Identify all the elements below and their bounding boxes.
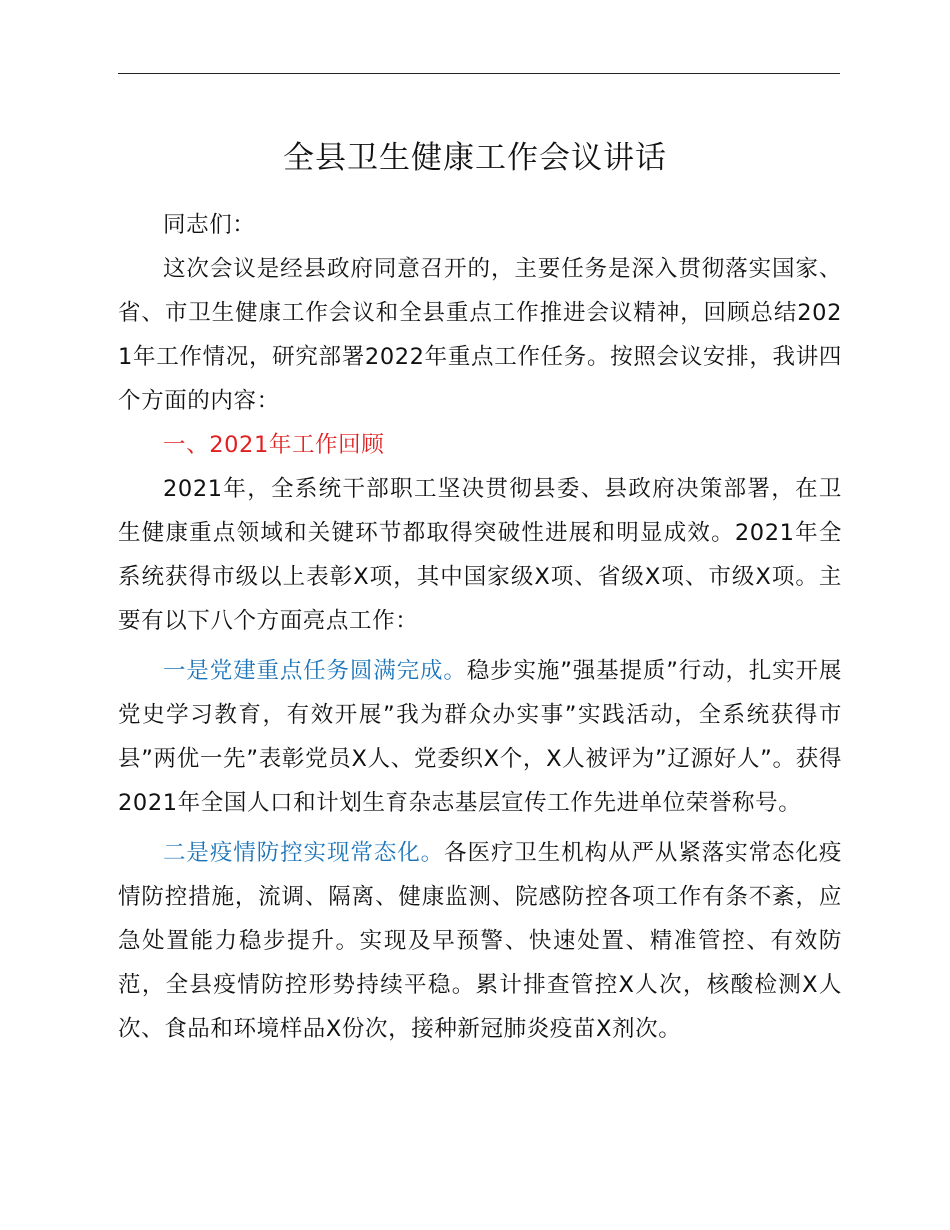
- header-rule: [118, 73, 840, 74]
- highlight-lead-1: 一是党建重点任务圆满完成。: [163, 658, 467, 684]
- highlight-text-1: 稳步实施”强基提质”行动，扎实开展党史学习教育，有效开展”我为群众办实事”实践活动，全系统获得市县”两优一先”表彰党员X人、党委织X个，X人被评为”辽源好人”。获得2021年全国人口和计划生育杂志基层宣传工作先进单位荣誉称号。: [118, 658, 842, 816]
- salutation: 同志们：: [163, 212, 256, 238]
- highlight-paragraph-2: [118, 831, 842, 1051]
- highlight-lead-2: 二是疫情防控实现常态化。: [163, 840, 445, 866]
- section-heading: 一、2021年工作回顾: [163, 432, 385, 458]
- overview-paragraph: 2021年，全系统干部职工坚决贯彻县委、县政府决策部署，在卫生健康重点领域和关键环节都取得突破性进展和明显成效。2021年全系统获得市级以上表彰X项，其中国家级X项、省级X项、市级X项。主要有以下八个方面亮点工作：: [118, 476, 842, 634]
- highlight-text-2: 各医疗卫生机构从严从紧落实常态化疫情防控措施，流调、隔离、健康监测、院感防控各项工作有条不紊，应急处置能力稳步提升。实现及早预警、快速处置、精准管控、有效防范，全县疫情防控形势持续平稳。累计排查管控X人次，核酸检测X人次、食品和环境样品X份次，接种新冠肺炎疫苗X剂次。: [118, 840, 843, 1042]
- highlight-paragraph-1: [118, 649, 842, 825]
- page-title: 全县卫生健康工作会议讲话: [283, 140, 667, 176]
- intro-paragraph: 这次会议是经县政府同意召开的，主要任务是深入贯彻落实国家、省、市卫生健康工作会议和全县重点工作推进会议精神，回顾总结2021年工作情况，研究部署2022年重点工作任务。按照会议安排，我讲四个方面的内容：: [118, 256, 842, 414]
- document-body: [118, 203, 842, 1051]
